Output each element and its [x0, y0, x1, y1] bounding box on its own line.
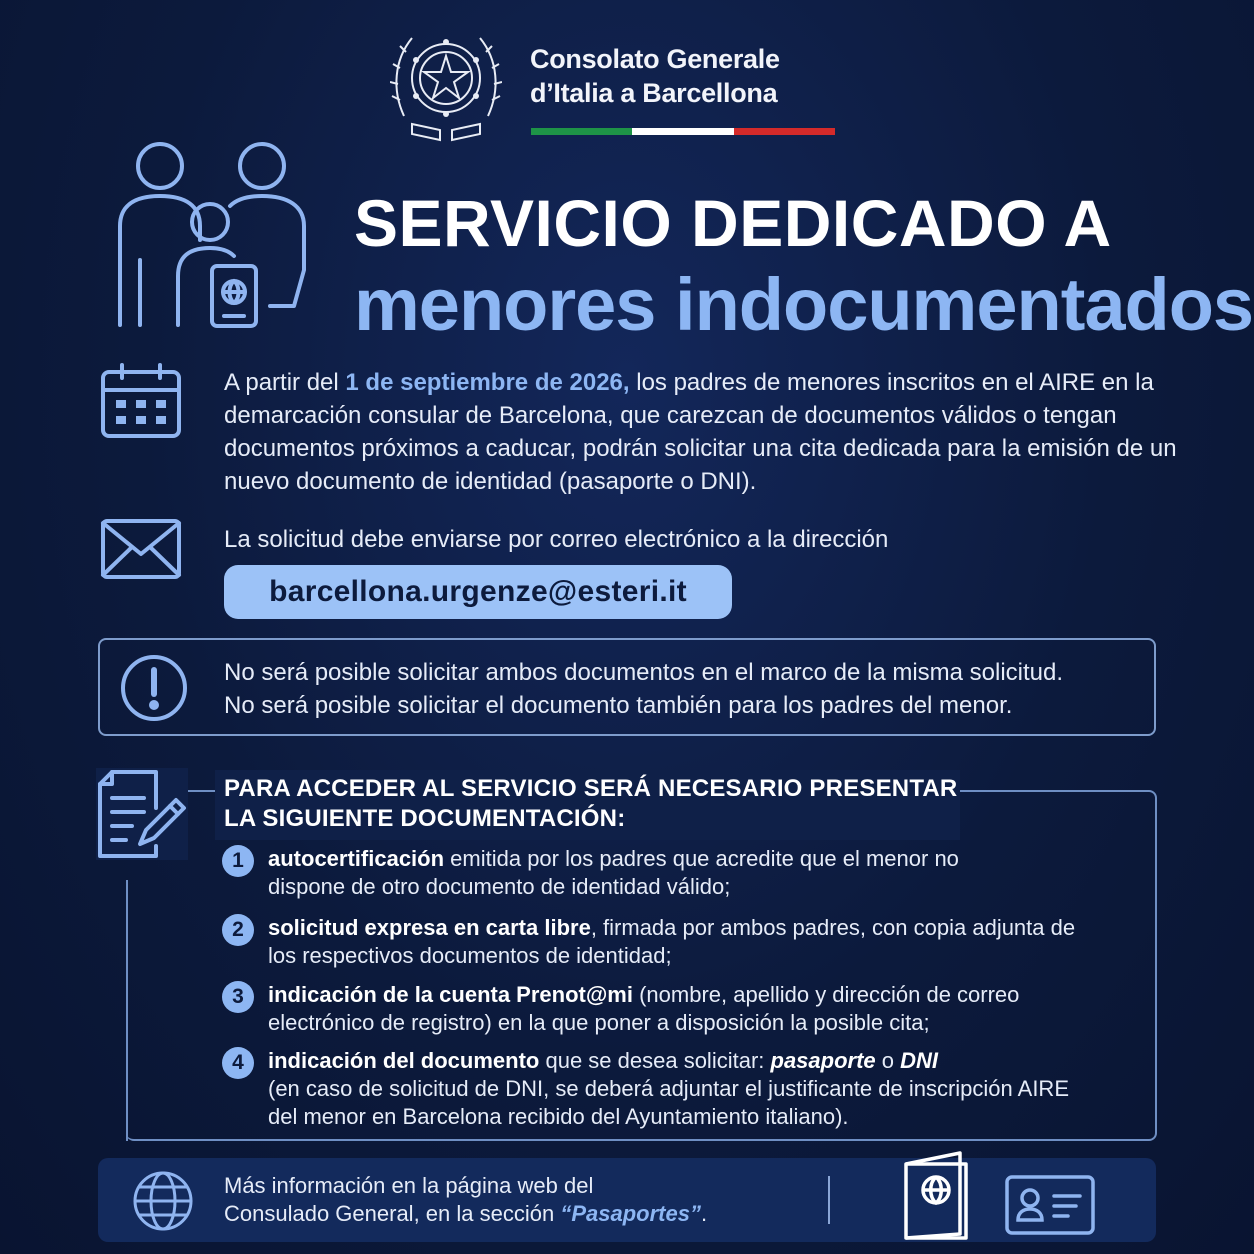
- item-text: emitida por los padres que acredite que el menor no dispone de otro documento de identidad válido;: [268, 846, 959, 899]
- id-card-icon: [1004, 1174, 1096, 1236]
- consulate-line2: d’Italia a Barcellona: [530, 78, 778, 108]
- globe-icon: [132, 1170, 194, 1232]
- footer-text: [224, 1172, 707, 1228]
- warning-icon: [120, 654, 188, 722]
- tricolor-red: [734, 128, 835, 135]
- item-text: que se desea solicitar:: [539, 1048, 771, 1073]
- notice-line2: No será posible solicitar el documento también para los padres del menor.: [224, 692, 1013, 719]
- item-number: 1: [222, 845, 254, 877]
- calendar-icon: [100, 362, 182, 440]
- intro-paragraph: [224, 366, 1184, 498]
- item-bold: indicación de la cuenta Prenot@mi: [268, 982, 633, 1007]
- notice-line1: No será posible solicitar ambos documentos en el marco de la misma solicitud.: [224, 659, 1064, 686]
- passport-icon: [900, 1150, 972, 1240]
- item-text: , firmada por ambos padres, con copia adjunta de los respectivos documentos de identidad;: [268, 915, 1076, 968]
- family-passport-icon: [110, 140, 320, 340]
- tricolor-green: [531, 128, 632, 135]
- document-edit-icon: [96, 768, 188, 860]
- email-instruction: La solicitud debe enviarse por correo electrónico a la dirección: [224, 526, 889, 553]
- option-dni: DNI: [900, 1048, 939, 1073]
- documentation-heading: [224, 774, 957, 834]
- consulate-name: [530, 42, 780, 110]
- documentation-heading-line2: LA SIGUIENTE DOCUMENTACIÓN:: [224, 805, 626, 832]
- intro-part2: los padres de menores inscritos en el AIRE en la demarcación consular de Barcelona, que carezcan de documentos válidos o tengan documentos próximos a caducar, podrán solicitar una cita dedicada para la emisión de un nuevo documento de identidad (pasaporte o DNI).: [224, 369, 1177, 495]
- list-item: [222, 845, 1112, 901]
- item-number: 4: [222, 1047, 254, 1079]
- title-line1: SERVICIO DEDICADO A: [354, 186, 1112, 260]
- footer-line2: Consulado General, en la sección: [224, 1201, 561, 1226]
- documentation-heading-line1: PARA ACCEDER AL SERVICIO SERÁ NECESARIO PRESENTAR: [224, 775, 958, 802]
- notice-text: [224, 656, 1154, 722]
- intro-part1: A partir del: [224, 369, 346, 396]
- passports-section-link[interactable]: “Pasaportes”: [560, 1201, 701, 1226]
- footer-line2-end: .: [700, 1201, 708, 1226]
- item-bold: solicitud expresa en carta libre: [268, 915, 591, 940]
- option-passport: pasaporte: [770, 1048, 876, 1073]
- item-text: (nombre, apellido y dirección de correo electrónico de registro) en la que poner a disposición la posible cita;: [268, 982, 1020, 1035]
- item-or: o: [875, 1048, 901, 1073]
- emblem-icon: [390, 20, 502, 142]
- item-bold: autocertificación: [268, 846, 445, 871]
- email-address-link[interactable]: barcellona.urgenze@esteri.it: [224, 565, 732, 619]
- list-item: [222, 1047, 1112, 1131]
- intro-date: 1 de septiembre de 2026,: [345, 369, 630, 396]
- item-number: 2: [222, 914, 254, 946]
- item-number: 3: [222, 981, 254, 1013]
- documentation-frame-left: [126, 880, 128, 1141]
- list-item: [222, 981, 1112, 1037]
- list-item: [222, 914, 1112, 970]
- italian-tricolor: [531, 128, 835, 135]
- consulate-line1: Consolato Generale: [530, 44, 780, 74]
- item-bold: indicación del documento: [268, 1048, 540, 1073]
- footer-divider: [828, 1176, 830, 1224]
- footer-line1: Más información en la página web del: [224, 1173, 594, 1198]
- item-text-b: (en caso de solicitud de DNI, se deberá adjuntar el justificante de inscripción AIRE del menor en Barcelona recibido del Ayuntamiento italiano).: [268, 1076, 1069, 1129]
- tricolor-white: [632, 128, 733, 135]
- title-line2: menores indocumentados: [354, 263, 1254, 346]
- envelope-icon: [100, 518, 182, 580]
